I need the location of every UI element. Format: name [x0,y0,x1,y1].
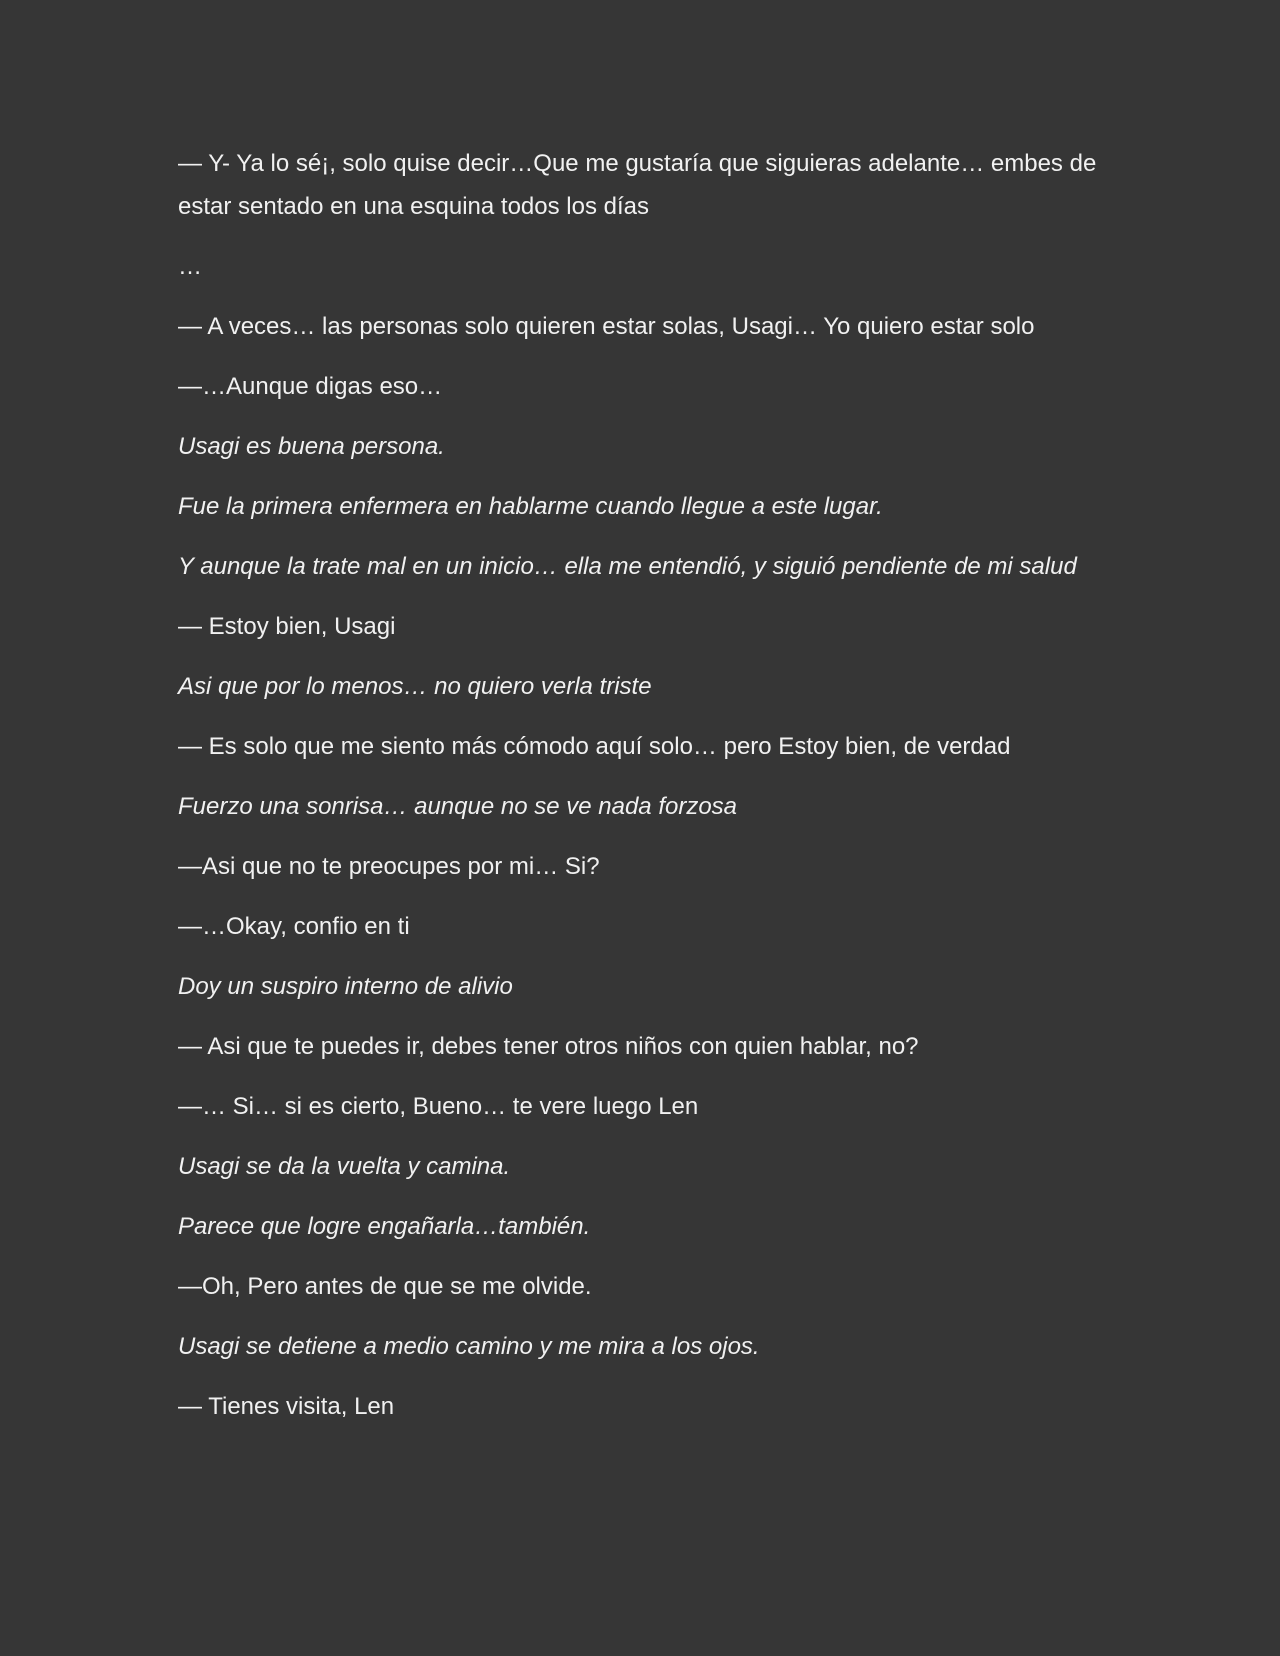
dialogue-line: —Asi que no te preocupes por mi… Si? [178,853,600,880]
narration-line: Usagi se da la vuelta y camina. [178,1153,511,1180]
dialogue-line: —…Aunque digas eso… [178,373,443,400]
dialogue-line: — A veces… las personas solo quieren estar solas, Usagi… Yo quiero estar solo [178,313,1035,340]
dialogue-line: — Y- Ya lo sé¡, solo quise decir…Que me gustaría que siguieras adelante… embes de estar sentado en una esquina todos los días [178,150,1097,220]
narration-line: Fue la primera enfermera en hablarme cuando llegue a este lugar. [178,493,883,520]
narration-line: Fuerzo una sonrisa… aunque no se ve nada forzosa [178,793,738,820]
narration-line: Doy un suspiro interno de alivio [178,973,513,1000]
narration-line: Y aunque la trate mal en un inicio… ella me entendió, y siguió pendiente de mi salud [178,553,1077,580]
dialogue-line: — Estoy bien, Usagi [178,613,396,640]
dialogue-line: — Tienes visita, Len [178,1393,395,1420]
narration-line: Usagi se detiene a medio camino y me mira a los ojos. [178,1333,760,1360]
narration-line: Asi que por lo menos… no quiero verla triste [178,673,652,700]
dialogue-line: — Es solo que me siento más cómodo aquí solo… pero Estoy bien, de verdad [178,733,1011,760]
dialogue-line: —…Okay, confio en ti [178,913,410,940]
dialogue-line: —… Si… si es cierto, Bueno… te vere luego Len [178,1093,699,1120]
dialogue-line: —Oh, Pero antes de que se me olvide. [178,1273,592,1300]
narration-line: Parece que logre engañarla…también. [178,1213,591,1240]
narration-line: Usagi es buena persona. [178,433,445,460]
dialogue-line: — Asi que te puedes ir, debes tener otros niños con quien hablar, no? [178,1033,919,1060]
ellipsis-line: … [178,253,202,280]
